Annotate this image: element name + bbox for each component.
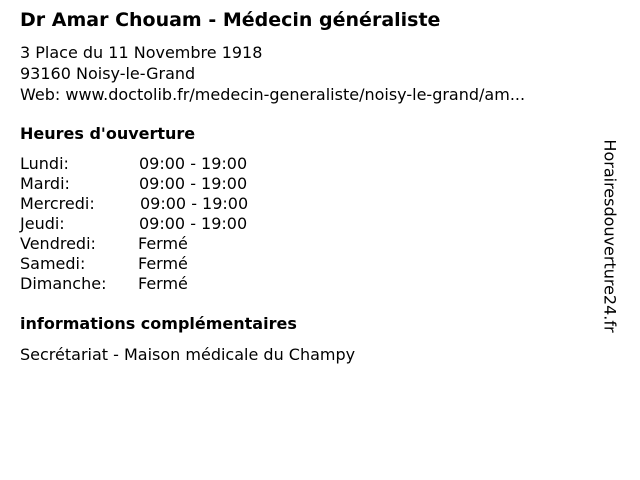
hours-row-thursday [20, 214, 320, 234]
address-line-city: 93160 Noisy-le-Grand [20, 64, 196, 83]
hours-row-sunday [20, 274, 320, 294]
business-title: Dr Amar Chouam - Médecin généraliste [20, 9, 441, 31]
hours-row-saturday [20, 254, 320, 274]
hours-day-label: Lundi: [20, 154, 69, 173]
hours-time-value: 09:00 - 19:00 [139, 214, 248, 233]
hours-time-value: 09:00 - 19:00 [139, 154, 248, 173]
hours-row-wednesday [20, 194, 320, 214]
hours-row-monday [20, 154, 320, 174]
website-link[interactable]: Web: www.doctolib.fr/medecin-generaliste/noisy-le-grand/am... [20, 85, 526, 104]
hours-row-tuesday [20, 174, 320, 194]
hours-day-label: Mercredi: [20, 194, 95, 213]
hours-time-value: Fermé [138, 274, 188, 293]
hours-day-label: Samedi: [20, 254, 86, 273]
site-watermark: Horairesdouverture24.fr [600, 139, 620, 333]
hours-time-value: Fermé [138, 234, 188, 253]
hours-time-value: Fermé [138, 254, 188, 273]
hours-row-friday [20, 234, 320, 254]
additional-info-heading: informations complémentaires [20, 314, 297, 333]
opening-hours-heading: Heures d'ouverture [20, 124, 196, 143]
hours-day-label: Jeudi: [20, 214, 65, 233]
address-line-street: 3 Place du 11 Novembre 1918 [20, 43, 263, 62]
hours-day-label: Dimanche: [20, 274, 107, 293]
hours-time-value: 09:00 - 19:00 [139, 174, 248, 193]
hours-day-label: Vendredi: [20, 234, 96, 253]
hours-time-value: 09:00 - 19:00 [140, 194, 249, 213]
additional-info-text: Secrétariat - Maison médicale du Champy [20, 345, 356, 364]
hours-day-label: Mardi: [20, 174, 70, 193]
